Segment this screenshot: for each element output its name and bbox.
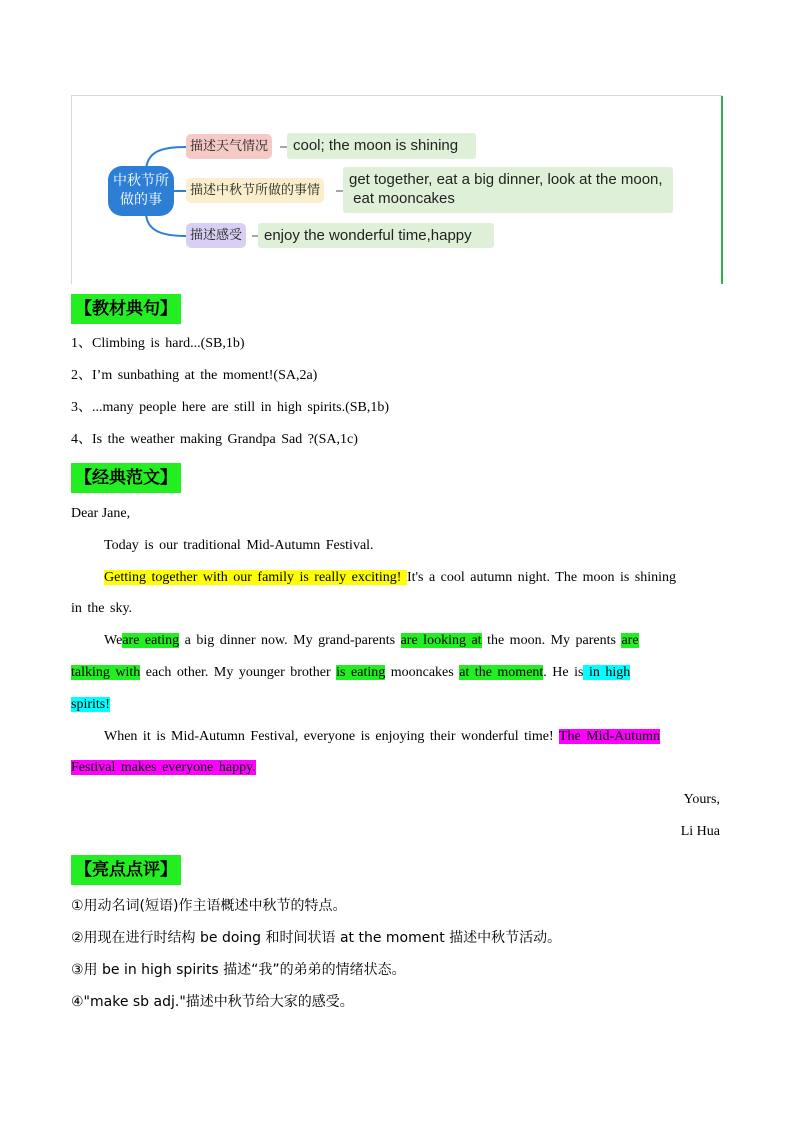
paragraph-3-line-2 (71, 664, 630, 682)
mind-map (71, 95, 722, 284)
paragraph-2-text: It's a cool autumn night. The moon is shining (406, 570, 677, 585)
paragraph-4-line-1 (104, 728, 660, 746)
highlight-at-the-moment: at the moment (459, 665, 544, 680)
leaf-activities-line2: eat mooncakes (349, 190, 455, 207)
paragraph-2-line-1 (104, 569, 676, 587)
text-he-is: . He is (543, 665, 584, 680)
sentence-3: 3、...many people here are still in high spirits.(SB,1b) (71, 400, 390, 415)
text-mooncakes: mooncakes (385, 665, 460, 680)
leaf-activities (343, 167, 673, 213)
paragraph-3-line-1 (104, 632, 639, 650)
leaf-feelings: enjoy the wonderful time,happy (258, 223, 494, 248)
highlight-are-looking-at: are looking at (400, 633, 482, 648)
letter-closing: Yours, (683, 792, 720, 807)
highlight-is-eating: is eating (336, 665, 386, 680)
highlight-spirits: spirits! (71, 697, 110, 712)
branch-activities: 描述中秋节所做的事情 (186, 178, 324, 203)
leaf-activities-line1: get together, eat a big dinner, look at the moon, (349, 171, 663, 188)
highlight-in-high: in high (583, 665, 631, 680)
text-brother: each other. My younger brother (140, 665, 337, 680)
highlight-makes-everyone-happy: Festival makes everyone happy. (71, 760, 256, 775)
section-title-textbook-sentences: 【教材典句】 (71, 294, 181, 324)
highlight-are: are (621, 633, 639, 648)
text-enjoying: When it is Mid-Autumn Festival, everyone is enjoying their wonderful time! (104, 729, 559, 744)
leaf-weather: cool; the moon is shining (287, 133, 476, 159)
highlight-are-eating: are eating (122, 633, 180, 648)
sentence-4: 4、Is the weather making Grandpa Sad ?(SA,1c) (71, 432, 358, 447)
text-moon: the moon. My parents (481, 633, 622, 648)
highlight-gerund-subject: Getting together with our family is really exciting! (104, 570, 407, 585)
letter-signature: Li Hua (680, 824, 720, 839)
text-we: We (104, 633, 123, 648)
section-title-model-essay: 【经典范文】 (71, 463, 181, 493)
paragraph-1: Today is our traditional Mid-Autumn Festival. (104, 538, 374, 553)
highlight-the-mid-autumn: The Mid-Autumn (558, 729, 661, 744)
highlight-note-1: ①用动名词(短语)作主语概述中秋节的特点。 (71, 898, 347, 914)
highlight-note-2: ②用现在进行时结构 be doing 和时间状语 at the moment 描述中秋节活动。 (71, 930, 562, 946)
text-dinner: a big dinner now. My grand-parents (179, 633, 401, 648)
paragraph-3-line-3 (71, 696, 110, 714)
highlight-note-4: ④"make sb adj."描述中秋节给大家的感受。 (71, 994, 354, 1010)
mind-map-root: 中秋节所做的事 (108, 166, 174, 216)
paragraph-2-line-2: in the sky. (71, 601, 133, 616)
branch-weather: 描述天气情况 (186, 134, 272, 159)
branch-feelings: 描述感受 (186, 223, 246, 248)
section-title-highlights: 【亮点点评】 (71, 855, 181, 885)
sentence-1: 1、Climbing is hard...(SB,1b) (71, 336, 245, 351)
paragraph-4-line-2 (71, 759, 256, 777)
letter-greeting: Dear Jane, (71, 506, 131, 521)
sentence-2: 2、I’m sunbathing at the moment!(SA,2a) (71, 368, 318, 383)
highlight-talking-with: talking with (71, 665, 141, 680)
highlight-note-3: ③用 be in high spirits 描述“我”的弟弟的情绪状态。 (71, 962, 406, 978)
